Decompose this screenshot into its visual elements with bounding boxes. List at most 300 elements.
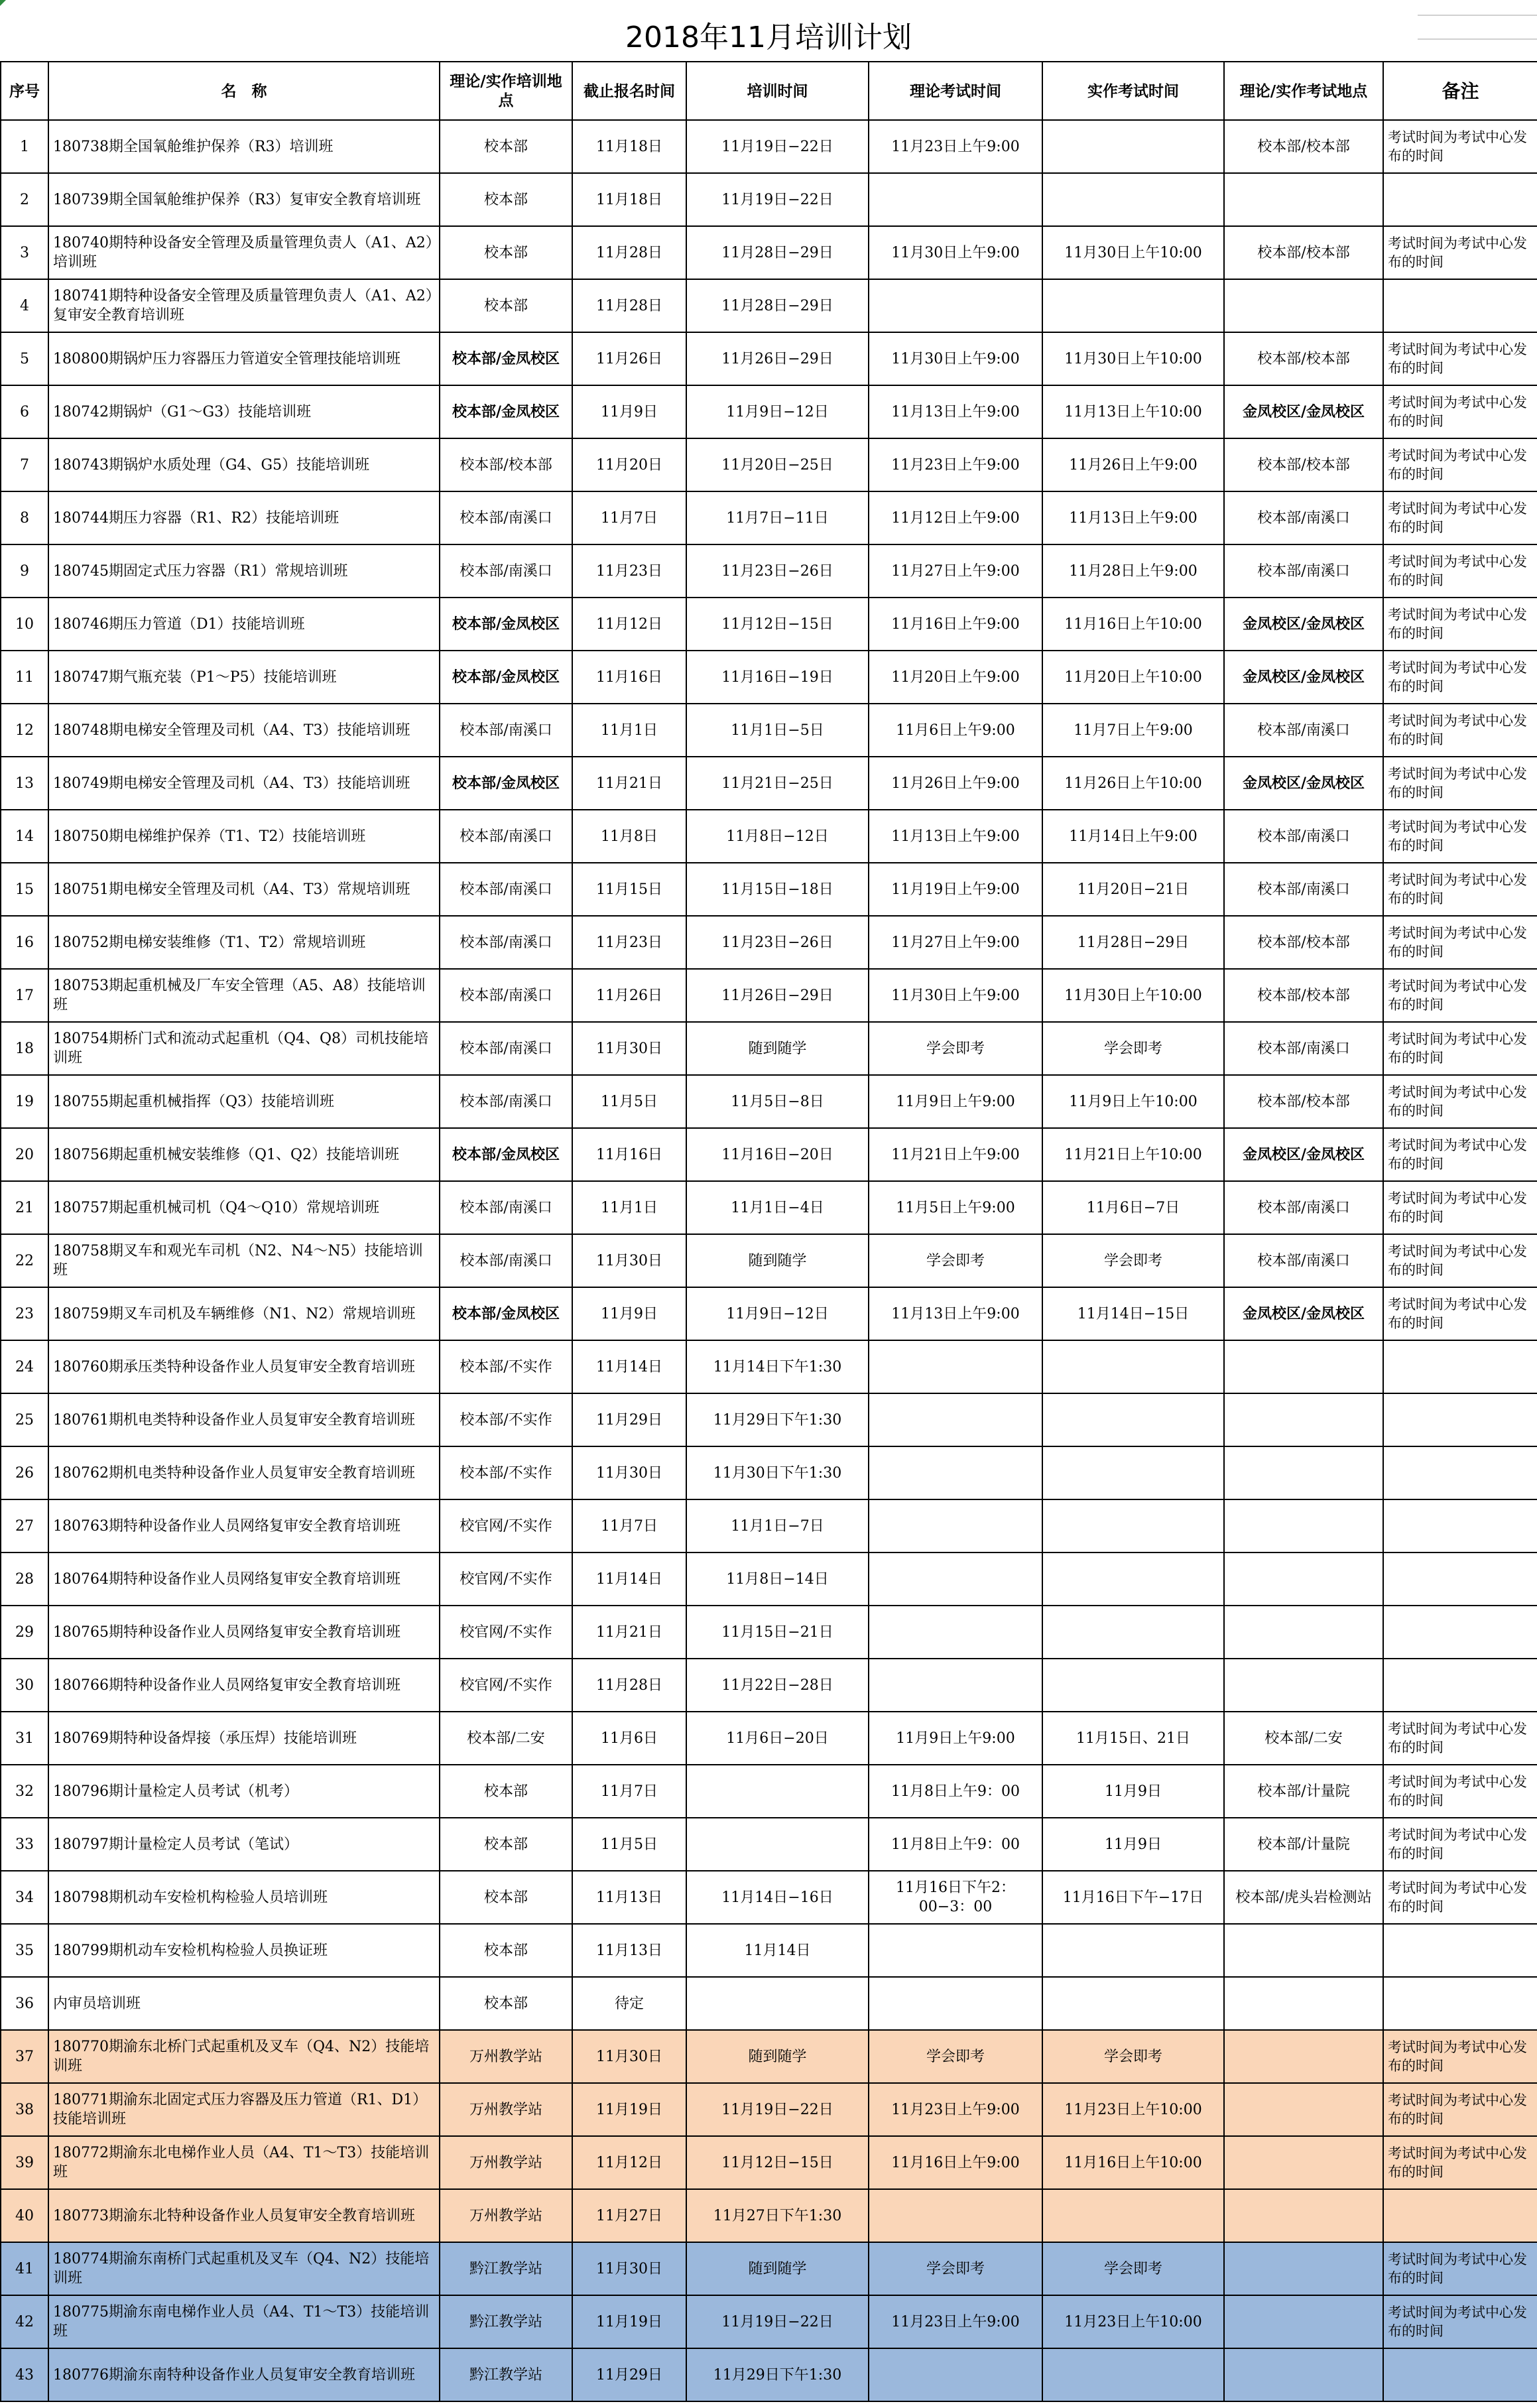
cell-name: 180746期压力管道（D1）技能培训班 — [48, 598, 440, 651]
cell-theory-exam: 11月8日上午9：00 — [869, 1818, 1042, 1871]
cell-exam-place: 校本部/校本部 — [1224, 332, 1383, 385]
cell-train-time: 11月12日−15日 — [686, 598, 869, 651]
cell-theory-exam: 11月16日下午2：00−3：00 — [869, 1871, 1042, 1924]
cell-train-time: 11月23日−26日 — [686, 916, 869, 969]
table-row — [1, 1765, 1537, 1818]
table-row — [1, 1234, 1537, 1287]
cell-exam-place: 金凤校区/金凤校区 — [1224, 1128, 1383, 1181]
cell-practice-exam — [1042, 1977, 1224, 2030]
cell-train-time: 11月19日−22日 — [686, 2083, 869, 2136]
cell-name: 内审员培训班 — [48, 1977, 440, 2030]
cell-theory-exam: 11月23日上午9:00 — [869, 120, 1042, 173]
cell-name: 180770期渝东北桥门式起重机及叉车（Q4、N2）技能培训班 — [48, 2030, 440, 2083]
cell-place: 校本部 — [440, 1765, 572, 1818]
cell-deadline: 11月18日 — [572, 120, 686, 173]
cell-theory-exam — [869, 1393, 1042, 1446]
cell-deadline: 11月26日 — [572, 969, 686, 1022]
cell-place: 校本部/金凤校区 — [440, 1287, 572, 1340]
cell-deadline: 11月29日 — [572, 2348, 686, 2401]
header-row — [1, 62, 1537, 120]
cell-note — [1383, 1606, 1537, 1659]
cell-place: 校本部 — [440, 1977, 572, 2030]
table-row — [1, 2083, 1537, 2136]
cell-theory-exam — [869, 173, 1042, 226]
cell-practice-exam: 11月30日上午10:00 — [1042, 332, 1224, 385]
cell-deadline: 11月28日 — [572, 226, 686, 279]
cell-place: 校本部 — [440, 1871, 572, 1924]
cell-name: 180741期特种设备安全管理及质量管理负责人（A1、A2）复审安全教育培训班 — [48, 279, 440, 332]
cell-exam-place: 校本部/校本部 — [1224, 226, 1383, 279]
header-practice: 实作考试时间 — [1042, 62, 1224, 120]
cell-name: 180773期渝东北特种设备作业人员复审安全教育培训班 — [48, 2189, 440, 2242]
cell-practice-exam: 11月9日 — [1042, 1818, 1224, 1871]
cell-deadline: 11月30日 — [572, 1022, 686, 1075]
cell-seq: 10 — [1, 598, 48, 651]
cell-practice-exam: 学会即考 — [1042, 2030, 1224, 2083]
table-row — [1, 863, 1537, 916]
cell-seq: 6 — [1, 385, 48, 438]
table-row — [1, 1287, 1537, 1340]
cell-theory-exam: 11月19日上午9:00 — [869, 863, 1042, 916]
cell-deadline: 11月7日 — [572, 491, 686, 544]
cell-place: 万州教学站 — [440, 2136, 572, 2189]
cell-train-time: 11月19日−22日 — [686, 120, 869, 173]
cell-note — [1383, 1340, 1537, 1393]
cell-practice-exam: 11月30日上午10:00 — [1042, 226, 1224, 279]
cell-place: 校本部 — [440, 226, 572, 279]
cell-name: 180751期电梯安全管理及司机（A4、T3）常规培训班 — [48, 863, 440, 916]
cell-exam-place: 金凤校区/金凤校区 — [1224, 1287, 1383, 1340]
cell-exam-place: 校本部/南溪口 — [1224, 544, 1383, 598]
cell-theory-exam — [869, 1340, 1042, 1393]
cell-exam-place — [1224, 2030, 1383, 2083]
cell-exam-place — [1224, 2083, 1383, 2136]
cell-exam-place: 金凤校区/金凤校区 — [1224, 598, 1383, 651]
cell-theory-exam — [869, 1977, 1042, 2030]
cell-deadline: 11月30日 — [572, 1234, 686, 1287]
cell-exam-place — [1224, 1499, 1383, 1553]
cell-train-time: 11月23日−26日 — [686, 544, 869, 598]
cell-deadline: 11月1日 — [572, 1181, 686, 1234]
cell-practice-exam: 11月30日上午10:00 — [1042, 969, 1224, 1022]
table-row — [1, 916, 1537, 969]
cell-note — [1383, 1977, 1537, 2030]
cell-exam-place — [1224, 2242, 1383, 2295]
cell-place: 校本部/南溪口 — [440, 1181, 572, 1234]
cell-seq: 39 — [1, 2136, 48, 2189]
cell-name: 180738期全国氧舱维护保养（R3）培训班 — [48, 120, 440, 173]
cell-theory-exam: 学会即考 — [869, 1022, 1042, 1075]
cell-seq: 29 — [1, 1606, 48, 1659]
cell-exam-place — [1224, 1553, 1383, 1606]
cell-seq: 12 — [1, 704, 48, 757]
cell-note — [1383, 2348, 1537, 2401]
cell-name: 180798期机动车安检机构检验人员培训班 — [48, 1871, 440, 1924]
cell-practice-exam — [1042, 279, 1224, 332]
cell-name: 180761期机电类特种设备作业人员复审安全教育培训班 — [48, 1393, 440, 1446]
cell-deadline: 11月12日 — [572, 2136, 686, 2189]
cell-seq: 37 — [1, 2030, 48, 2083]
cell-name: 180743期锅炉水质处理（G4、G5）技能培训班 — [48, 438, 440, 491]
cell-practice-exam — [1042, 1393, 1224, 1446]
cell-name: 180747期气瓶充装（P1～P5）技能培训班 — [48, 651, 440, 704]
cell-train-time: 11月14日−16日 — [686, 1871, 869, 1924]
cell-name: 180766期特种设备作业人员网络复审安全教育培训班 — [48, 1659, 440, 1712]
cell-deadline: 11月9日 — [572, 1287, 686, 1340]
cell-practice-exam: 11月7日上午9:00 — [1042, 704, 1224, 757]
cell-seq: 28 — [1, 1553, 48, 1606]
cell-note — [1383, 1499, 1537, 1553]
cell-seq: 36 — [1, 1977, 48, 2030]
cell-exam-place — [1224, 2295, 1383, 2348]
cell-place: 校本部/金凤校区 — [440, 332, 572, 385]
table-row — [1, 491, 1537, 544]
cell-exam-place: 校本部/南溪口 — [1224, 863, 1383, 916]
table-row — [1, 1393, 1537, 1446]
table-row — [1, 1818, 1537, 1871]
cell-theory-exam: 11月13日上午9:00 — [869, 810, 1042, 863]
table-row — [1, 2295, 1537, 2348]
cell-train-time: 随到随学 — [686, 2030, 869, 2083]
table-row — [1, 1128, 1537, 1181]
cell-seq: 9 — [1, 544, 48, 598]
cell-seq: 3 — [1, 226, 48, 279]
cell-deadline: 11月26日 — [572, 332, 686, 385]
table-row — [1, 1659, 1537, 1712]
cell-name: 180775期渝东南电梯作业人员（A4、T1～T3）技能培训班 — [48, 2295, 440, 2348]
cell-seq: 17 — [1, 969, 48, 1022]
cell-deadline: 11月7日 — [572, 1499, 686, 1553]
cell-exam-place: 金凤校区/金凤校区 — [1224, 757, 1383, 810]
cell-practice-exam: 11月23日上午10:00 — [1042, 2295, 1224, 2348]
cell-deadline: 11月21日 — [572, 757, 686, 810]
cell-practice-exam: 学会即考 — [1042, 1234, 1224, 1287]
cell-name: 180796期计量检定人员考试（机考） — [48, 1765, 440, 1818]
page-title: 2018年11月培训计划 — [625, 21, 912, 54]
cell-exam-place: 校本部/南溪口 — [1224, 704, 1383, 757]
cell-theory-exam — [869, 279, 1042, 332]
cell-theory-exam: 11月13日上午9:00 — [869, 385, 1042, 438]
table-row — [1, 598, 1537, 651]
header-place: 理论/实作培训地点 — [440, 62, 572, 120]
cell-practice-exam: 11月16日下午−17日 — [1042, 1871, 1224, 1924]
table-row — [1, 2136, 1537, 2189]
cell-practice-exam: 11月28日上午9:00 — [1042, 544, 1224, 598]
cell-deadline: 11月8日 — [572, 810, 686, 863]
cell-practice-exam — [1042, 1606, 1224, 1659]
cell-place: 万州教学站 — [440, 2189, 572, 2242]
cell-practice-exam: 11月23日上午10:00 — [1042, 2083, 1224, 2136]
header-note: 备注 — [1383, 62, 1537, 120]
cell-practice-exam — [1042, 1924, 1224, 1977]
cell-name: 180744期压力容器（R1、R2）技能培训班 — [48, 491, 440, 544]
cell-place: 校本部/南溪口 — [440, 491, 572, 544]
cell-practice-exam: 11月14日−15日 — [1042, 1287, 1224, 1340]
training-plan-table — [0, 61, 1537, 2402]
cell-deadline: 11月5日 — [572, 1075, 686, 1128]
cell-train-time: 11月6日−20日 — [686, 1712, 869, 1765]
cell-theory-exam — [869, 1659, 1042, 1712]
cell-deadline: 11月23日 — [572, 544, 686, 598]
cell-exam-place: 金凤校区/金凤校区 — [1224, 385, 1383, 438]
cell-exam-place — [1224, 1659, 1383, 1712]
cell-deadline: 11月20日 — [572, 438, 686, 491]
cell-place: 校本部/金凤校区 — [440, 598, 572, 651]
cell-deadline: 11月14日 — [572, 1340, 686, 1393]
cell-theory-exam: 11月20日上午9:00 — [869, 651, 1042, 704]
cell-seq: 16 — [1, 916, 48, 969]
table-row — [1, 544, 1537, 598]
cell-practice-exam: 11月28日−29日 — [1042, 916, 1224, 969]
cell-deadline: 11月6日 — [572, 1712, 686, 1765]
cell-name: 180760期承压类特种设备作业人员复审安全教育培训班 — [48, 1340, 440, 1393]
cell-place: 校本部 — [440, 120, 572, 173]
cell-theory-exam: 11月27日上午9:00 — [869, 544, 1042, 598]
cell-deadline: 11月16日 — [572, 651, 686, 704]
cell-seq: 31 — [1, 1712, 48, 1765]
cell-note — [1383, 1659, 1537, 1712]
cell-practice-exam: 11月14日上午9:00 — [1042, 810, 1224, 863]
cell-seq: 13 — [1, 757, 48, 810]
cell-place: 校本部 — [440, 1818, 572, 1871]
cell-train-time — [686, 1765, 869, 1818]
header-name: 名 称 — [48, 62, 440, 120]
cell-theory-exam: 11月16日上午9:00 — [869, 2136, 1042, 2189]
cell-train-time: 11月19日−22日 — [686, 173, 869, 226]
cell-name: 180771期渝东北固定式压力容器及压力管道（R1、D1）技能培训班 — [48, 2083, 440, 2136]
cell-place: 校本部/南溪口 — [440, 916, 572, 969]
cell-train-time: 随到随学 — [686, 2242, 869, 2295]
cell-note: 考试时间为考试中心发布的时间 — [1383, 1871, 1537, 1924]
table-row — [1, 2189, 1537, 2242]
cell-exam-place — [1224, 279, 1383, 332]
cell-place: 校本部/南溪口 — [440, 863, 572, 916]
cell-deadline: 11月13日 — [572, 1871, 686, 1924]
cell-theory-exam: 11月21日上午9:00 — [869, 1128, 1042, 1181]
cell-note: 考试时间为考试中心发布的时间 — [1383, 1022, 1537, 1075]
cell-note: 考试时间为考试中心发布的时间 — [1383, 438, 1537, 491]
cell-train-time: 11月28日−29日 — [686, 279, 869, 332]
table-row — [1, 1871, 1537, 1924]
table-row — [1, 757, 1537, 810]
cell-name: 180797期计量检定人员考试（笔试） — [48, 1818, 440, 1871]
cell-practice-exam: 学会即考 — [1042, 1022, 1224, 1075]
cell-name: 180753期起重机械及厂车安全管理（A5、A8）技能培训班 — [48, 969, 440, 1022]
cell-place: 校官网/不实作 — [440, 1659, 572, 1712]
table-row — [1, 1181, 1537, 1234]
cell-exam-place: 校本部/校本部 — [1224, 969, 1383, 1022]
cell-seq: 14 — [1, 810, 48, 863]
cell-train-time: 11月20日−25日 — [686, 438, 869, 491]
cell-exam-place — [1224, 2189, 1383, 2242]
cell-theory-exam — [869, 1606, 1042, 1659]
cell-train-time: 11月29日下午1:30 — [686, 2348, 869, 2401]
cell-seq: 1 — [1, 120, 48, 173]
table-row — [1, 704, 1537, 757]
cell-seq: 25 — [1, 1393, 48, 1446]
cell-place: 校本部 — [440, 279, 572, 332]
cell-deadline: 11月18日 — [572, 173, 686, 226]
cell-deadline: 11月19日 — [572, 2295, 686, 2348]
cell-note: 考试时间为考试中心发布的时间 — [1383, 969, 1537, 1022]
cell-train-time: 11月15日−21日 — [686, 1606, 869, 1659]
cell-practice-exam — [1042, 2189, 1224, 2242]
cell-practice-exam — [1042, 120, 1224, 173]
cell-name: 180754期桥门式和流动式起重机（Q4、Q8）司机技能培训班 — [48, 1022, 440, 1075]
cell-place: 万州教学站 — [440, 2030, 572, 2083]
cell-theory-exam: 11月5日上午9:00 — [869, 1181, 1042, 1234]
cell-seq: 11 — [1, 651, 48, 704]
cell-name: 180774期渝东南桥门式起重机及叉车（Q4、N2）技能培训班 — [48, 2242, 440, 2295]
cell-exam-place: 校本部/计量院 — [1224, 1765, 1383, 1818]
cell-seq: 4 — [1, 279, 48, 332]
cell-train-time — [686, 1818, 869, 1871]
cell-deadline: 11月29日 — [572, 1393, 686, 1446]
cell-practice-exam: 11月9日上午10:00 — [1042, 1075, 1224, 1128]
cell-seq: 2 — [1, 173, 48, 226]
cell-practice-exam: 11月26日上午10:00 — [1042, 757, 1224, 810]
cell-theory-exam: 11月6日上午9:00 — [869, 704, 1042, 757]
cell-seq: 23 — [1, 1287, 48, 1340]
cell-note: 考试时间为考试中心发布的时间 — [1383, 332, 1537, 385]
cell-place: 校本部/南溪口 — [440, 704, 572, 757]
table-row — [1, 969, 1537, 1022]
cell-name: 180750期电梯维护保养（T1、T2）技能培训班 — [48, 810, 440, 863]
cell-place: 校本部/金凤校区 — [440, 1128, 572, 1181]
table-row — [1, 332, 1537, 385]
cell-train-time — [686, 1977, 869, 2030]
cell-practice-exam — [1042, 1446, 1224, 1499]
cell-train-time: 11月28日−29日 — [686, 226, 869, 279]
cell-exam-place — [1224, 1446, 1383, 1499]
cell-train-time: 11月5日−8日 — [686, 1075, 869, 1128]
cell-seq: 33 — [1, 1818, 48, 1871]
cell-theory-exam: 11月9日上午9:00 — [869, 1712, 1042, 1765]
cell-theory-exam: 11月27日上午9:00 — [869, 916, 1042, 969]
cell-exam-place: 校本部/南溪口 — [1224, 1181, 1383, 1234]
cell-note: 考试时间为考试中心发布的时间 — [1383, 120, 1537, 173]
cell-place: 校本部/金凤校区 — [440, 757, 572, 810]
cell-place: 校本部/二安 — [440, 1712, 572, 1765]
cell-train-time: 11月9日−12日 — [686, 385, 869, 438]
cell-note: 考试时间为考试中心发布的时间 — [1383, 544, 1537, 598]
cell-note: 考试时间为考试中心发布的时间 — [1383, 2030, 1537, 2083]
cell-name: 180764期特种设备作业人员网络复审安全教育培训班 — [48, 1553, 440, 1606]
table-row — [1, 1075, 1537, 1128]
table-row — [1, 2030, 1537, 2083]
cell-name: 180758期叉车和观光车司机（N2、N4～N5）技能培训班 — [48, 1234, 440, 1287]
cell-exam-place — [1224, 1340, 1383, 1393]
table-row — [1, 1977, 1537, 2030]
cell-seq: 18 — [1, 1022, 48, 1075]
cell-deadline: 11月30日 — [572, 1446, 686, 1499]
cell-seq: 26 — [1, 1446, 48, 1499]
cell-exam-place: 校本部/校本部 — [1224, 120, 1383, 173]
cell-train-time: 11月22日−28日 — [686, 1659, 869, 1712]
cell-note: 考试时间为考试中心发布的时间 — [1383, 2242, 1537, 2295]
cell-deadline: 11月30日 — [572, 2030, 686, 2083]
table-row — [1, 1446, 1537, 1499]
cell-theory-exam: 11月30日上午9:00 — [869, 226, 1042, 279]
header-theory: 理论考试时间 — [869, 62, 1042, 120]
table-row — [1, 279, 1537, 332]
cell-name: 180752期电梯安装维修（T1、T2）常规培训班 — [48, 916, 440, 969]
cell-exam-place — [1224, 2348, 1383, 2401]
cell-place: 校本部/不实作 — [440, 1340, 572, 1393]
cell-train-time: 11月26日−29日 — [686, 332, 869, 385]
cell-train-time: 11月29日下午1:30 — [686, 1393, 869, 1446]
cell-deadline: 11月16日 — [572, 1128, 686, 1181]
cell-note: 考试时间为考试中心发布的时间 — [1383, 1818, 1537, 1871]
cell-note — [1383, 1446, 1537, 1499]
cell-theory-exam: 11月16日上午9:00 — [869, 598, 1042, 651]
cell-train-time: 11月19日−22日 — [686, 2295, 869, 2348]
cell-place: 校本部/南溪口 — [440, 1234, 572, 1287]
table-row — [1, 438, 1537, 491]
cell-seq: 38 — [1, 2083, 48, 2136]
cell-deadline: 11月23日 — [572, 916, 686, 969]
cell-deadline: 11月7日 — [572, 1765, 686, 1818]
cell-train-time: 11月8日−14日 — [686, 1553, 869, 1606]
cell-note: 考试时间为考试中心发布的时间 — [1383, 226, 1537, 279]
cell-place: 校本部/南溪口 — [440, 810, 572, 863]
cell-name: 180799期机动车安检机构检验人员换证班 — [48, 1924, 440, 1977]
cell-corner-mark — [0, 0, 6, 6]
cell-theory-exam: 11月13日上午9:00 — [869, 1287, 1042, 1340]
cell-exam-place: 校本部/虎头岩检测站 — [1224, 1871, 1383, 1924]
cell-name: 180739期全国氧舱维护保养（R3）复审安全教育培训班 — [48, 173, 440, 226]
cell-practice-exam: 11月9日 — [1042, 1765, 1224, 1818]
cell-practice-exam — [1042, 1340, 1224, 1393]
cell-train-time: 11月14日 — [686, 1924, 869, 1977]
cell-train-time: 11月9日−12日 — [686, 1287, 869, 1340]
cell-seq: 22 — [1, 1234, 48, 1287]
cell-practice-exam: 11月20日−21日 — [1042, 863, 1224, 916]
cell-exam-place: 校本部/南溪口 — [1224, 491, 1383, 544]
cell-place: 校本部/南溪口 — [440, 1075, 572, 1128]
cell-seq: 40 — [1, 2189, 48, 2242]
cell-exam-place: 金凤校区/金凤校区 — [1224, 651, 1383, 704]
cell-train-time: 随到随学 — [686, 1022, 869, 1075]
cell-theory-exam — [869, 1924, 1042, 1977]
header-deadline: 截止报名时间 — [572, 62, 686, 120]
cell-seq: 42 — [1, 2295, 48, 2348]
cell-theory-exam: 学会即考 — [869, 2242, 1042, 2295]
cell-note: 考试时间为考试中心发布的时间 — [1383, 1234, 1537, 1287]
cell-place: 校本部/不实作 — [440, 1393, 572, 1446]
cell-seq: 32 — [1, 1765, 48, 1818]
cell-theory-exam: 11月30日上午9:00 — [869, 969, 1042, 1022]
header-seq: 序号 — [1, 62, 48, 120]
table-row — [1, 120, 1537, 173]
cell-note: 考试时间为考试中心发布的时间 — [1383, 1287, 1537, 1340]
cell-practice-exam — [1042, 2348, 1224, 2401]
cell-note: 考试时间为考试中心发布的时间 — [1383, 1075, 1537, 1128]
cell-train-time: 11月27日下午1:30 — [686, 2189, 869, 2242]
cell-exam-place — [1224, 2136, 1383, 2189]
cell-note: 考试时间为考试中心发布的时间 — [1383, 491, 1537, 544]
cell-place: 校官网/不实作 — [440, 1606, 572, 1659]
cell-name: 180757期起重机械司机（Q4～Q10）常规培训班 — [48, 1181, 440, 1234]
cell-note: 考试时间为考试中心发布的时间 — [1383, 916, 1537, 969]
cell-train-time: 11月1日−4日 — [686, 1181, 869, 1234]
cell-practice-exam: 11月20日上午10:00 — [1042, 651, 1224, 704]
table-row — [1, 1022, 1537, 1075]
cell-place: 校本部 — [440, 1924, 572, 1977]
cell-train-time: 11月16日−19日 — [686, 651, 869, 704]
cell-deadline: 11月5日 — [572, 1818, 686, 1871]
cell-theory-exam — [869, 1553, 1042, 1606]
